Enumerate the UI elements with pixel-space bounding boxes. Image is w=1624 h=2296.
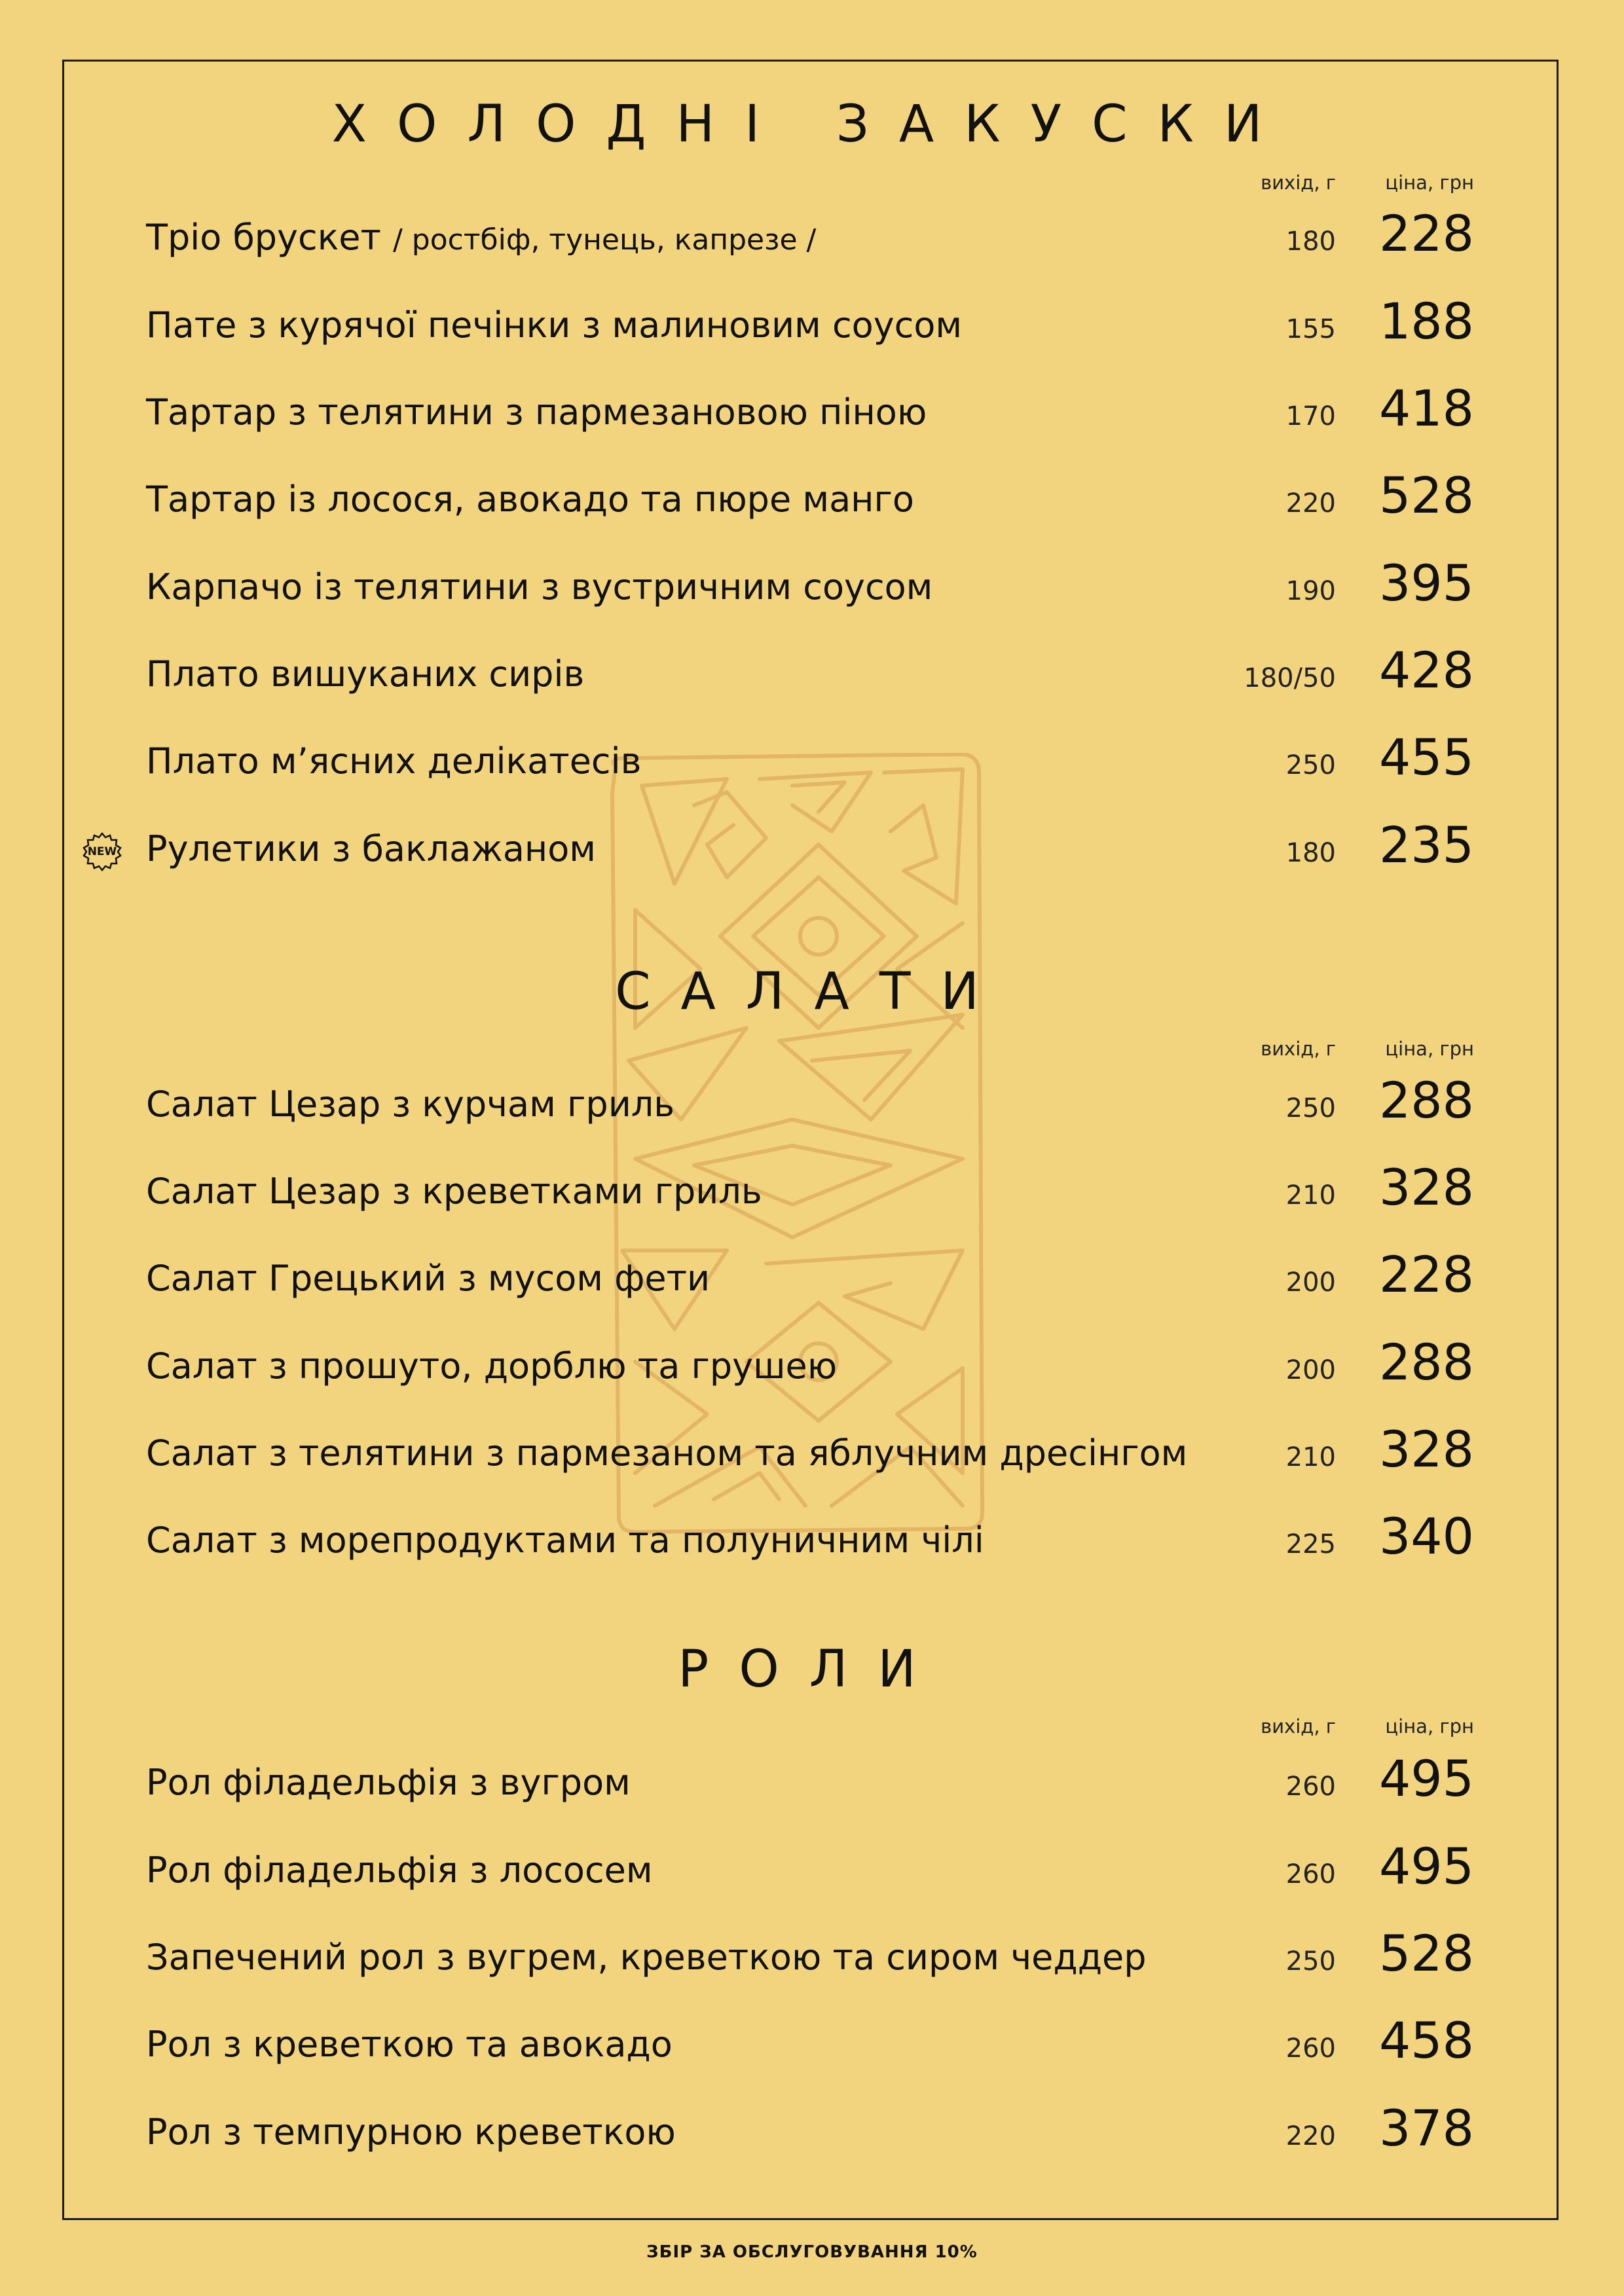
item-name: Карпачо із телятини з вустричним соусом — [146, 566, 933, 608]
price-column-header: ціна, грн — [1385, 1038, 1474, 1060]
menu-item — [0, 816, 1624, 882]
menu-item — [0, 467, 1624, 532]
item-price: 328 — [1378, 1158, 1474, 1216]
item-weight: 260 — [1285, 1859, 1336, 1889]
item-price: 495 — [1378, 1749, 1474, 1808]
menu-item — [0, 2012, 1624, 2077]
menu-item — [0, 1925, 1624, 1990]
item-note: / ростбіф, тунець, капрезе / — [393, 223, 817, 257]
menu-item — [0, 642, 1624, 707]
menu-item — [0, 1159, 1624, 1224]
new-badge-label: NEW — [87, 845, 117, 858]
item-name: Салат з морепродуктами та полуничним чілі — [146, 1520, 984, 1561]
menu-item — [0, 1838, 1624, 1903]
item-price: 288 — [1378, 1333, 1474, 1391]
menu-item — [0, 1421, 1624, 1486]
item-name: Тартар з телятини з пармезановою піною — [146, 392, 927, 433]
item-name: Рол з темпурною креветкою — [146, 2111, 676, 2153]
item-name: Рулетики з баклажаном — [146, 828, 596, 869]
item-name: Рол філадельфія з вугром — [146, 1762, 631, 1803]
item-price: 228 — [1378, 1245, 1474, 1303]
item-weight: 180 — [1285, 838, 1336, 868]
item-name: Запечений рол з вугрем, креветкою та сиром чеддер — [146, 1937, 1147, 1978]
price-column-header: ціна, грн — [1385, 1715, 1474, 1738]
item-weight: 250 — [1285, 1946, 1336, 1977]
item-name: Рол філадельфія з лососем — [146, 1850, 653, 1891]
item-name: Пате з курячої печінки з малиновим соусом — [146, 304, 963, 346]
menu-item — [0, 1072, 1624, 1137]
item-weight: 210 — [1285, 1442, 1336, 1472]
item-price: 188 — [1378, 292, 1474, 350]
new-badge-icon — [83, 832, 122, 871]
item-name: Тріо брускет — [146, 217, 381, 258]
section-title: САЛАТИ — [615, 962, 1009, 1021]
item-price: 528 — [1378, 1924, 1474, 1982]
item-price: 395 — [1378, 554, 1474, 612]
weight-column-header: вихід, г — [1261, 1715, 1336, 1738]
item-weight: 200 — [1285, 1355, 1336, 1385]
service-charge-note: ЗБІР ЗА ОБСЛУГОВУВАННЯ 10% — [646, 2242, 978, 2262]
item-price: 528 — [1378, 466, 1474, 524]
menu-item — [0, 2100, 1624, 2165]
item-price: 288 — [1378, 1071, 1474, 1129]
item-price: 418 — [1378, 379, 1474, 437]
section-title: ХОЛОДНІ ЗАКУСКИ — [331, 95, 1293, 154]
item-weight: 260 — [1285, 1772, 1336, 1802]
item-price: 455 — [1378, 728, 1474, 786]
item-price: 328 — [1378, 1420, 1474, 1478]
item-weight: 250 — [1285, 1093, 1336, 1123]
item-weight: 220 — [1285, 2121, 1336, 2151]
item-name: Плато вишуканих сирів — [146, 653, 585, 695]
item-name: Салат з телятини з пармезаном та яблучним дресінгом — [146, 1432, 1188, 1474]
item-price: 458 — [1378, 2011, 1474, 2069]
menu-item — [0, 1334, 1624, 1399]
price-column-header: ціна, грн — [1385, 172, 1474, 194]
item-name: Рол з креветкою та авокадо — [146, 2024, 673, 2065]
section-title: РОЛИ — [678, 1640, 946, 1699]
menu-item — [0, 729, 1624, 794]
item-name: Салат Грецький з мусом фети — [146, 1258, 710, 1299]
menu-item — [0, 293, 1624, 358]
item-weight: 260 — [1285, 2033, 1336, 2064]
item-weight: 200 — [1285, 1267, 1336, 1298]
item-weight: 220 — [1285, 488, 1336, 519]
item-name: Салат з прошуто, дорблю та грушею — [146, 1345, 838, 1387]
item-weight: 250 — [1285, 750, 1336, 780]
item-price: 228 — [1378, 204, 1474, 263]
weight-column-header: вихід, г — [1261, 172, 1336, 194]
menu-item — [0, 1750, 1624, 1815]
item-weight: 155 — [1285, 314, 1336, 344]
menu-item — [0, 380, 1624, 445]
item-weight: 190 — [1285, 576, 1336, 606]
item-price: 340 — [1378, 1507, 1474, 1565]
item-price: 235 — [1378, 816, 1474, 874]
menu-item — [0, 1246, 1624, 1311]
item-price: 428 — [1378, 641, 1474, 699]
item-weight: 180/50 — [1244, 663, 1336, 693]
menu-item — [0, 555, 1624, 620]
item-price: 378 — [1378, 2099, 1474, 2157]
menu-item — [0, 1508, 1624, 1573]
menu-item — [0, 205, 1624, 270]
item-weight: 170 — [1285, 401, 1336, 431]
item-name: Тартар із лосося, авокадо та пюре манго — [146, 479, 914, 520]
item-weight: 180 — [1285, 227, 1336, 257]
item-name: Салат Цезар з курчам гриль — [146, 1084, 675, 1125]
item-name: Плато м’ясних делікатесів — [146, 740, 642, 782]
weight-column-header: вихід, г — [1261, 1038, 1336, 1060]
item-weight: 210 — [1285, 1180, 1336, 1211]
item-weight: 225 — [1285, 1529, 1336, 1559]
item-name: Салат Цезар з креветками гриль — [146, 1171, 762, 1212]
item-price: 495 — [1378, 1837, 1474, 1895]
